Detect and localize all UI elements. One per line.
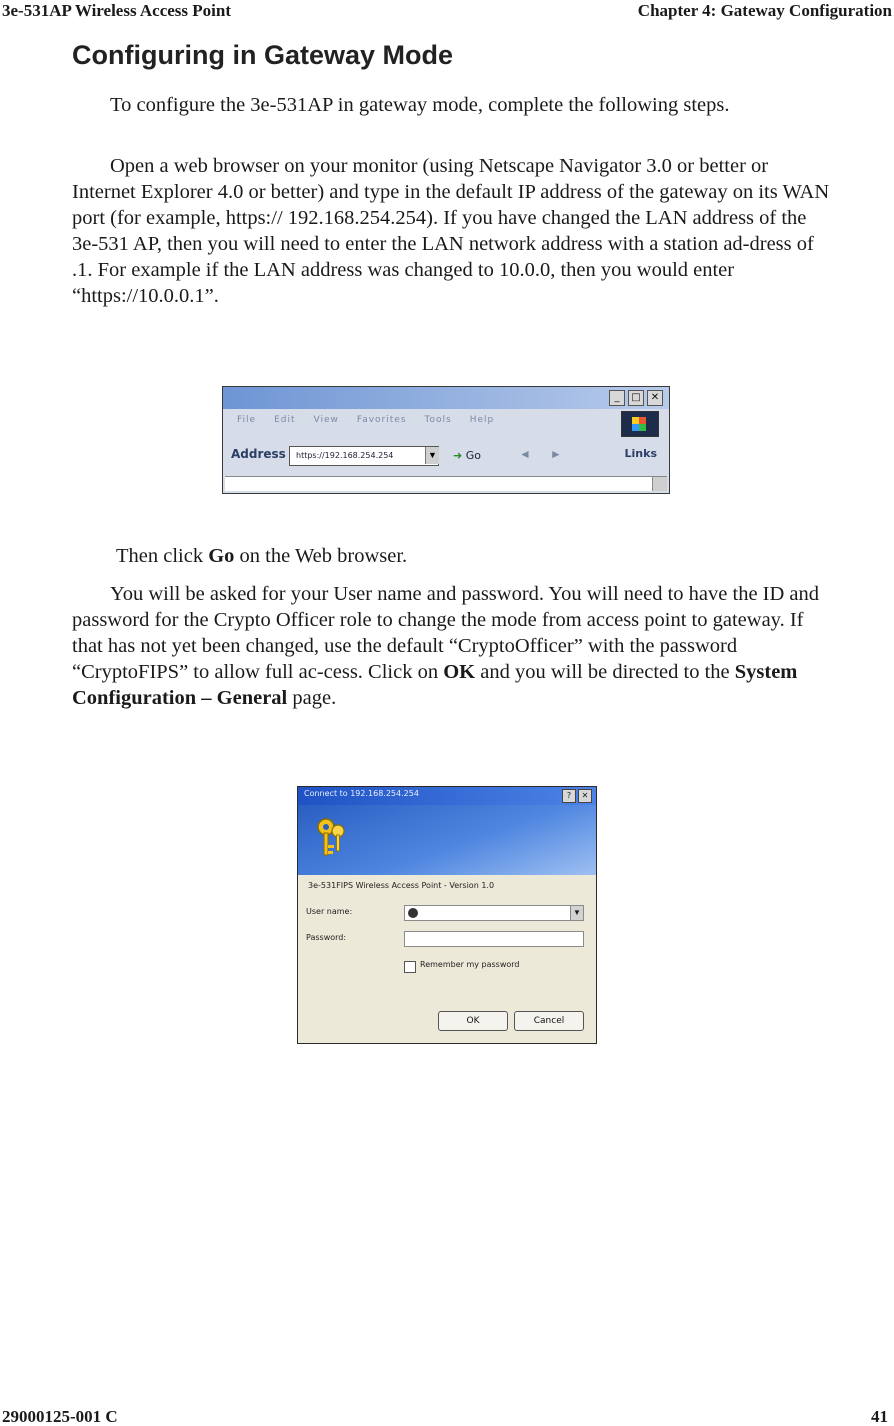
help-icon[interactable]: ?	[562, 789, 576, 803]
maximize-icon[interactable]: □	[628, 390, 644, 406]
nav-arrows-icon: ◄ ►	[519, 447, 570, 461]
close-icon[interactable]: ✕	[647, 390, 663, 406]
user-name-input[interactable]	[404, 905, 584, 921]
paragraph-intro-text: To configure the 3e-531AP in gateway mode, complete the following steps.	[110, 94, 730, 116]
credentials-ok: OK	[443, 661, 476, 683]
windows-logo-icon	[621, 411, 659, 437]
dialog-banner	[298, 805, 596, 875]
menu-edit[interactable]: Edit	[274, 415, 296, 425]
address-label: Address	[231, 447, 286, 461]
footer-document-number: 29000125-001 C	[2, 1407, 118, 1426]
go-arrow-icon: ➜	[453, 449, 463, 462]
chevron-down-icon[interactable]: ▼	[570, 906, 583, 920]
go-button[interactable]	[453, 445, 497, 467]
paragraph-click-go	[72, 543, 832, 569]
dialog-title: Connect to 192.168.254.254	[304, 789, 419, 798]
section-title: Configuring in Gateway Mode	[72, 40, 454, 70]
keys-icon	[312, 815, 350, 861]
address-bar	[227, 445, 665, 469]
user-name-label: User name:	[306, 907, 353, 916]
remember-password-label: Remember my password	[420, 960, 520, 969]
cancel-button[interactable]: Cancel	[514, 1011, 584, 1031]
credentials-before: You will be asked for your User name and password. You will need to have the ID and password for the Crypto Officer role to change the mode from access point to gateway. If that has not yet been changed, use the default “CryptoOfficer” with the password “CryptoFIPS” to allow full ac-cess. Click on	[72, 583, 820, 683]
browser-menu-bar	[237, 411, 494, 429]
credentials-after: page.	[287, 687, 337, 709]
dialog-site-label: 3e-531FIPS Wireless Access Point - Version 1.0	[308, 881, 495, 890]
ok-button[interactable]: OK	[438, 1011, 508, 1031]
paragraph-intro	[72, 92, 832, 118]
dialog-title-bar	[298, 787, 596, 805]
page-number: 41	[871, 1407, 888, 1426]
paragraph-credentials	[72, 581, 832, 711]
go-label: Go	[465, 449, 481, 462]
credentials-middle: and you will be directed to the	[475, 661, 735, 683]
login-dialog-figure	[297, 786, 597, 1044]
address-input[interactable]: https://192.168.254.254	[289, 446, 439, 466]
click-go-after: on the Web browser.	[234, 545, 408, 567]
close-icon[interactable]: ✕	[578, 789, 592, 803]
click-go-bold: Go	[208, 545, 235, 567]
password-input[interactable]	[404, 931, 584, 947]
browser-title-bar	[223, 387, 669, 409]
minimize-icon[interactable]: _	[609, 390, 625, 406]
menu-help[interactable]: Help	[469, 415, 495, 425]
status-bar	[225, 476, 667, 491]
chevron-down-icon[interactable]: ▼	[425, 447, 439, 464]
menu-file[interactable]: File	[237, 415, 257, 425]
browser-toolbar-figure	[222, 386, 670, 494]
click-go-before: Then click	[116, 545, 209, 567]
user-icon	[408, 908, 418, 918]
running-header-left: 3e-531AP Wireless Access Point	[2, 1, 232, 20]
running-header-right: Chapter 4: Gateway Configuration	[637, 1, 892, 20]
links-button[interactable]: Links	[624, 447, 657, 460]
paragraph-open-browser-text: Open a web browser on your monitor (using Netscape Navigator 3.0 or better or Internet Explorer 4.0 or better) and type in the default IP address of the gateway on its WAN port (for example, https:// 192.168.254.254). If you have changed the LAN address of the 3e-531 AP, then you will need to enter the LAN network address with a station ad-dress of .1. For example if the LAN address was changed to 10.0.0, then you would enter “https://10.0.0.1”.	[72, 155, 830, 307]
password-label: Password:	[306, 933, 347, 942]
menu-view[interactable]: View	[313, 415, 339, 425]
menu-tools[interactable]: Tools	[424, 415, 452, 425]
resize-handle-icon[interactable]	[652, 477, 667, 491]
remember-password-checkbox[interactable]	[404, 961, 416, 973]
menu-favorites[interactable]: Favorites	[356, 415, 407, 425]
credentials-system-config: System Configuration – General	[72, 661, 798, 709]
paragraph-open-browser	[72, 153, 832, 309]
